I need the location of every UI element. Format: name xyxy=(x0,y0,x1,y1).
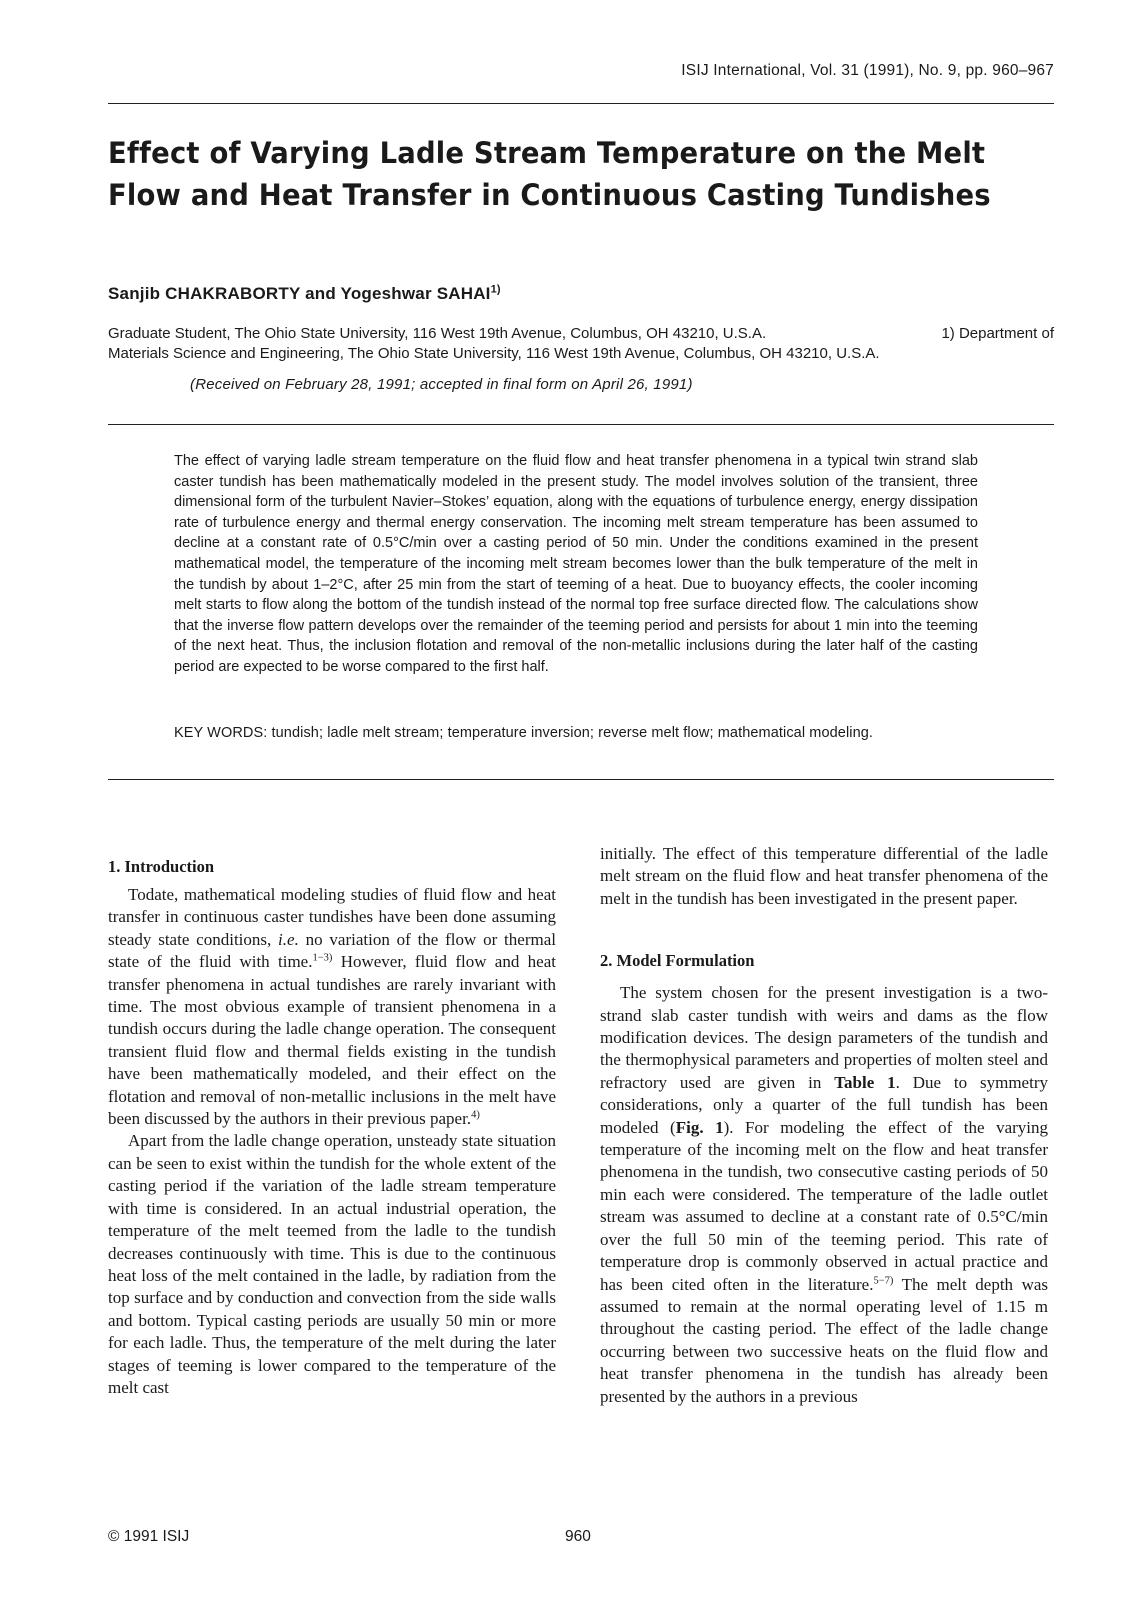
abstract-top-rule xyxy=(108,424,1054,425)
header-rule xyxy=(108,103,1054,104)
intro-paragraph-1: Todate, mathematical modeling studies of fluid flow and heat transfer in continuous caster tundishes have been done assuming steady state conditions, i.e. no variation of the flow or thermal state of the fluid with time.$^{1-3)}$ However, fluid flow and heat transfer phenomena in actual tundishes are rarely invariant with time. The most obvious example of transient phenomena in a tundish occurs during the ladle change operation. The consequent transient fluid flow and thermal fields existing in the tundish have been mathematically modeled, and their effect on the flotation and removal of non-metallic inclusions in the melt have been discussed by the authors in their previous paper.$^{4)}$ xyxy=(108,885,556,1129)
affiliations xyxy=(108,324,1054,364)
model-paragraph-1: The system chosen for the present investigation is a two-strand slab caster tundish with weirs and dams as the flow modification devices. The design parameters of the tundish and the thermophysical parameters and properties of molten steel and refractory used are given in Table 1. Due to symmetry considerations, only a quarter of the full tundish has been modeled (Fig. 1). For modeling the effect of the varying temperature of the incoming melt on the flow and heat transfer phenomena in the tundish, two consecutive casting periods of 50 min each were considered. The temperature of the ladle outlet stream was assumed to decline at a constant rate of 0.5°C/min over the full 50 min of the teeming period. This rate of temperature drop is commonly observed in actual practice and has been cited often in the literature.$^{5-7)}$ The melt depth was assumed to remain at the normal operating level of 1.15 m throughout the casting period. The effect of the ladle change occurring between two successive heats on the fluid flow and heat transfer phenomena in the tundish has already been presented by the authors in a previous xyxy=(600,983,1049,1406)
citation-5-7[interactable]: 5−7) xyxy=(873,1274,894,1286)
intro-paragraph-2: Apart from the ladle change operation, unsteady state situation can be seen to exist within the tundish for the whole extent of the casting period if the variation of the ladle stream temperature with time is considered. In an actual industrial operation, the temperature of the melt teemed from the ladle to the tundish decreases continuously with time. This is due to the continuous heat loss of the melt contained in the ladle, by radiation from the top surface and by conduction and convection from the side walls and bottom. Typical casting periods are usually 50 min or more for each ladle. Thus, the temperature of the melt during the later stages of teeming is lower compared to the temperature of the melt cast xyxy=(108,1131,556,1397)
section-heading-model-formulation: 2. Model Formulation xyxy=(600,951,755,971)
affiliation-graduate: Graduate Student, The Ohio State University, 116 West 19th Avenue, Columbus, OH 43210, U.S.A. xyxy=(108,325,767,342)
section-heading-introduction: 1. Introduction xyxy=(108,857,215,876)
keywords: KEY WORDS: tundish; ladle melt stream; temperature inversion; reverse melt flow; mathematical modeling. xyxy=(174,725,874,741)
citation-4[interactable]: 4) xyxy=(471,1109,480,1121)
copyright-notice: © 1991 ISIJ xyxy=(108,1528,190,1545)
right-column xyxy=(600,843,1048,1408)
author-line xyxy=(108,284,501,304)
abstract-bottom-rule xyxy=(108,779,1054,780)
abstract: The effect of varying ladle stream temperature on the fluid flow and heat transfer phenomena in a typical twin strand slab caster tundish has been mathematically modeled in the present study. The model involves solution of the transient, three dimensional form of the turbulent Navier–Stokes’ equation, along with the equations of turbulence energy, energy dissipation rate of turbulence energy and thermal energy conservation. The incoming melt stream temperature has been assumed to decline at a constant rate of 0.5°C/min over a casting period of 50 min. Under the conditions examined in the present mathematical model, the temperature of the incoming melt stream becomes lower than the bulk temperature of the melt in the tundish by about 1–2°C, after 25 min from the start of teeming of a heat. Due to buoyancy effects, the cooler incoming melt starts to flow along the bottom of the tundish instead of the normal top free surface directed flow. The calculations show that the inverse flow pattern develops over the remainder of the teeming period and persists for about 1 min into the teeming of the next heat. Thus, the inclusion flotation and removal of the non-metallic inclusions during the later half of the casting period are expected to be worse compared to the first half. xyxy=(174,453,978,675)
affiliation-line-2: Materials Science and Engineering, The Ohio State University, 116 West 19th Avenue, Columbus, OH 43210, U.S.A. xyxy=(108,345,880,362)
table-1-reference[interactable]: Table 1 xyxy=(834,1072,896,1092)
intro-paragraph-2-continued: initially. The effect of this temperature differential of the ladle melt stream on the fluid flow and heat transfer phenomena of the melt in the tundish has been investigated in the present paper. xyxy=(600,844,1048,908)
page-number: 960 xyxy=(565,1528,591,1545)
author-names: Sanjib CHAKRABORTY and Yogeshwar SAHAI xyxy=(108,284,491,303)
received-dates: (Received on February 28, 1991; accepted in final form on April 26, 1991) xyxy=(190,376,693,393)
left-column xyxy=(108,846,556,1399)
citation-1-3[interactable]: 1−3) xyxy=(312,952,333,964)
journal-citation: ISIJ International, Vol. 31 (1991), No. 9, pp. 960–967 xyxy=(681,62,1054,79)
figure-1-reference[interactable]: Fig. 1 xyxy=(675,1117,724,1137)
paper-title: Effect of Varying Ladle Stream Temperature on the Melt Flow and Heat Transfer in Continuous Casting Tundishes xyxy=(108,136,991,212)
affiliation-mark: 1) xyxy=(490,283,501,296)
affiliation-department: 1) Department of xyxy=(941,325,1054,342)
